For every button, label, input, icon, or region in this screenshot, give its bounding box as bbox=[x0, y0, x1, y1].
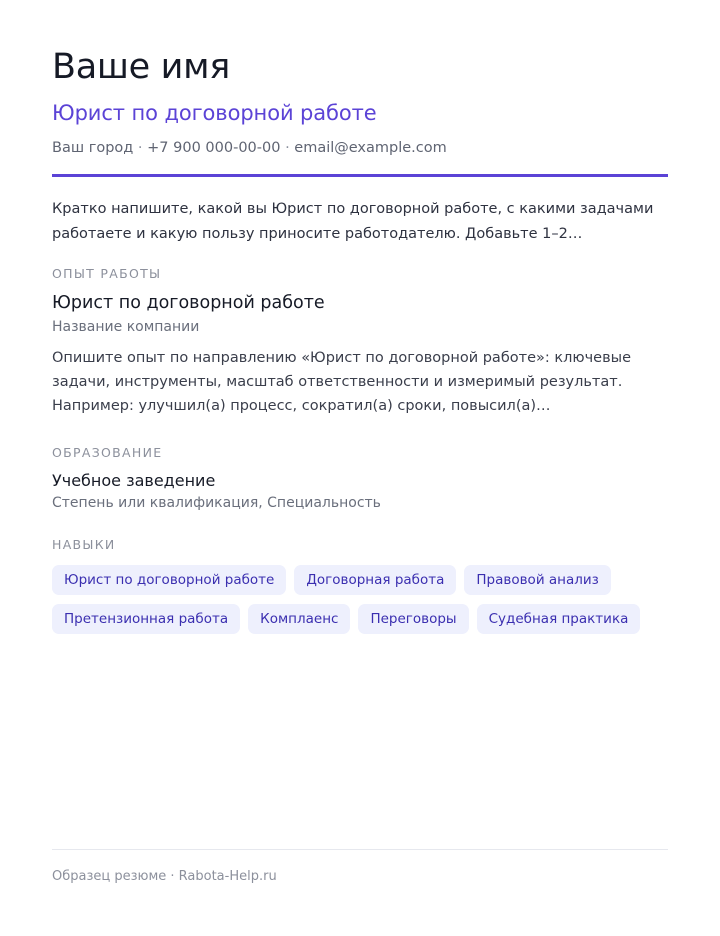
footer-text: Образец резюме · Rabota-Help.ru bbox=[52, 869, 277, 884]
education-section-title: ОБРАЗОВАНИЕ bbox=[52, 445, 163, 460]
contact-separator: · bbox=[137, 140, 143, 156]
job-description: Опишите опыт по направлению «Юрист по договорной работе»: ключевые задачи, инструменты, масштаб ответственности и измеримый результат. Например: улучшил(а) процесс, сократил(а) сроки, повысил(а)… bbox=[52, 350, 631, 414]
skill-tag: Комплаенс bbox=[248, 604, 350, 634]
job-title: Юрист по договорной работе bbox=[52, 293, 325, 313]
experience-section-title: ОПЫТ РАБОТЫ bbox=[52, 266, 162, 281]
contact-phone: +7 900 000-00-00 bbox=[147, 140, 281, 156]
candidate-name: Ваше имя bbox=[52, 47, 230, 87]
contact-line bbox=[52, 137, 668, 159]
header-divider bbox=[52, 174, 668, 177]
skill-tag: Переговоры bbox=[358, 604, 468, 634]
summary-text: Кратко напишите, какой вы Юрист по договорной работе, с какими задачами работаете и какую пользу приносите работодателю. Добавьте 1–2… bbox=[52, 201, 654, 242]
contact-city: Ваш город bbox=[52, 140, 134, 156]
contact-separator: · bbox=[285, 140, 290, 156]
skill-tag: Судебная практика bbox=[477, 604, 641, 634]
candidate-role: Юрист по договорной работе bbox=[52, 101, 377, 125]
skills-section-title: НАВЫКИ bbox=[52, 537, 116, 552]
footer-divider bbox=[52, 849, 668, 850]
resume-page bbox=[52, 44, 668, 634]
education-institution: Учебное заведение bbox=[52, 471, 216, 490]
contact-email: email@example.com bbox=[294, 140, 447, 156]
skills-list bbox=[52, 565, 668, 634]
skill-tag: Претензионная работа bbox=[52, 604, 240, 634]
skill-tag: Юрист по договорной работе bbox=[52, 565, 286, 595]
education-degree: Степень или квалификация, Специальность bbox=[52, 495, 381, 511]
skill-tag: Правовой анализ bbox=[464, 565, 610, 595]
skill-tag: Договорная работа bbox=[294, 565, 456, 595]
company-name: Название компании bbox=[52, 319, 200, 335]
